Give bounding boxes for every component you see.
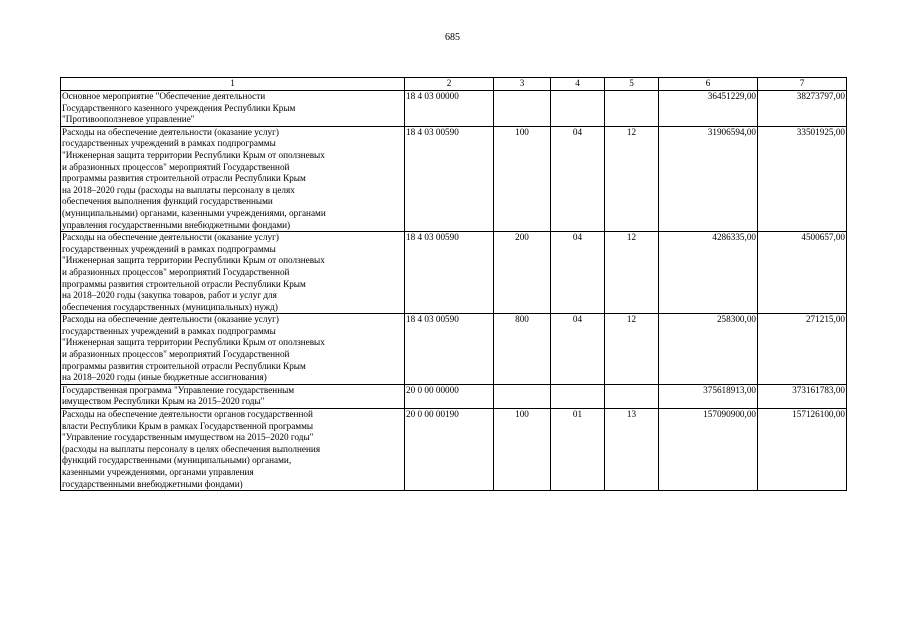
amount-col6: 157090900,00 xyxy=(659,409,758,491)
column-header: 2 xyxy=(405,78,494,91)
table-row xyxy=(61,126,847,231)
amount-col7: 373161783,00 xyxy=(758,384,847,408)
expense-type-code: 100 xyxy=(494,126,551,231)
target-article-code: 20 0 00 00190 xyxy=(405,409,494,491)
budget-table xyxy=(60,77,847,491)
amount-col7: 4500657,00 xyxy=(758,232,847,314)
row-name: Основное мероприятие "Обеспечение деятельности Государственного казенного учреждения Республики Крым "Противооползневое управление" xyxy=(61,91,405,127)
column-header: 7 xyxy=(758,78,847,91)
subsection-code xyxy=(605,384,659,408)
target-article-code: 18 4 03 00590 xyxy=(405,126,494,231)
expense-type-code: 800 xyxy=(494,314,551,385)
expense-type-code xyxy=(494,91,551,127)
column-header: 1 xyxy=(61,78,405,91)
amount-col6: 36451229,00 xyxy=(659,91,758,127)
subsection-code: 12 xyxy=(605,232,659,314)
page-number: 685 xyxy=(445,32,460,43)
amount-col7: 38273797,00 xyxy=(758,91,847,127)
row-name: Расходы на обеспечение деятельности (оказание услуг) государственных учреждений в рамках подпрограммы "Инженерная защита территории Республики Крым от оползневых и абразионных процессов" мероприятий Государственной программы развития строительной отрасли Республики Крым на 2018–2020 годы (расходы на выплаты персоналу в целях обеспечения выполнения функций государственными (муниципальными) органами, казенными учреждениями, органами управления государственными внебюджетными фондами) xyxy=(61,126,405,231)
table-header-row xyxy=(61,78,847,91)
table-row xyxy=(61,314,847,385)
expense-type-code xyxy=(494,384,551,408)
amount-col6: 31906594,00 xyxy=(659,126,758,231)
table-row xyxy=(61,409,847,491)
row-name: Расходы на обеспечение деятельности (оказание услуг) государственных учреждений в рамках подпрограммы "Инженерная защита территории Республики Крым от оползневых и абразионных процессов" мероприятий Государственной программы развития строительной отрасли Республики Крым на 2018–2020 годы (закупка товаров, работ и услуг для обеспечения государственных (муниципальных) нужд) xyxy=(61,232,405,314)
section-code xyxy=(551,91,605,127)
section-code: 04 xyxy=(551,232,605,314)
amount-col7: 33501925,00 xyxy=(758,126,847,231)
target-article-code: 18 4 03 00590 xyxy=(405,232,494,314)
column-header: 4 xyxy=(551,78,605,91)
subsection-code: 12 xyxy=(605,314,659,385)
table-row xyxy=(61,384,847,408)
subsection-code: 12 xyxy=(605,126,659,231)
table-row xyxy=(61,232,847,314)
row-name: Расходы на обеспечение деятельности органов государственной власти Республики Крым в рамках Государственной программы "Управление государственным имуществом на 2015–2020 годы" (расходы на выплаты персоналу в целях обеспечения выполнения функций государственными (муниципальными) органами, казенными учреждениями, органами управления государственными внебюджетными фондами) xyxy=(61,409,405,491)
column-header: 5 xyxy=(605,78,659,91)
target-article-code: 18 4 03 00590 xyxy=(405,314,494,385)
amount-col7: 157126100,00 xyxy=(758,409,847,491)
section-code: 01 xyxy=(551,409,605,491)
amount-col7: 271215,00 xyxy=(758,314,847,385)
section-code: 04 xyxy=(551,126,605,231)
row-name: Расходы на обеспечение деятельности (оказание услуг) государственных учреждений в рамках подпрограммы "Инженерная защита территории Республики Крым от оползневых и абразионных процессов" мероприятий Государственной программы развития строительной отрасли Республики Крым на 2018–2020 годы (иные бюджетные ассигнования) xyxy=(61,314,405,385)
column-header: 6 xyxy=(659,78,758,91)
section-code xyxy=(551,384,605,408)
target-article-code: 18 4 03 00000 xyxy=(405,91,494,127)
amount-col6: 4286335,00 xyxy=(659,232,758,314)
subsection-code xyxy=(605,91,659,127)
row-name: Государственная программа "Управление государственным имуществом Республики Крым на 2015–2020 годы" xyxy=(61,384,405,408)
column-header: 3 xyxy=(494,78,551,91)
section-code: 04 xyxy=(551,314,605,385)
target-article-code: 20 0 00 00000 xyxy=(405,384,494,408)
table-row xyxy=(61,91,847,127)
expense-type-code: 100 xyxy=(494,409,551,491)
expense-type-code: 200 xyxy=(494,232,551,314)
amount-col6: 258300,00 xyxy=(659,314,758,385)
amount-col6: 375618913,00 xyxy=(659,384,758,408)
subsection-code: 13 xyxy=(605,409,659,491)
